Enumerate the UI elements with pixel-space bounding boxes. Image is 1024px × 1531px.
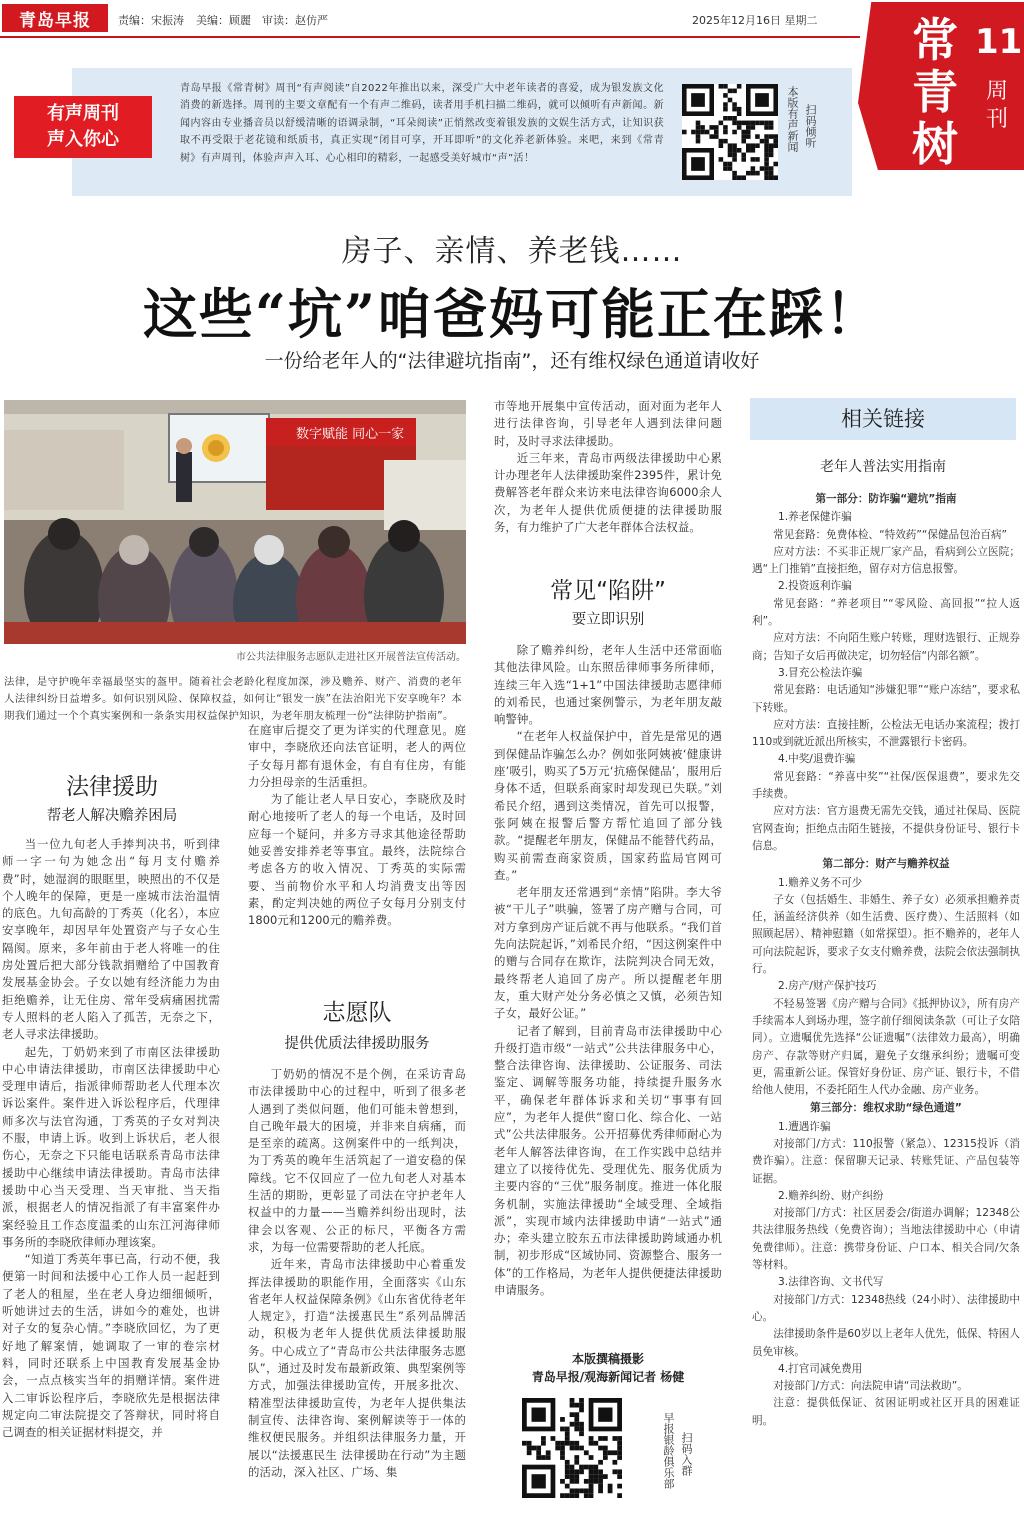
paragraph: “在老年人权益保护中，首先是常见的遇到保健品诈骗怎么办？例如张阿姨被‘健康讲座’吸引，购买了5万元‘抗癌保健品’，服用后身体不适，但联系商家时却发现已失联。”刘希民介绍，遇到这类情况，首先可以报警，张阿姨在报警后警方帮忙追回了部分钱款。“提醒老年朋友，保健品不能替代药品，购买前需查商家资质，国家药监局官网可查。”: [494, 729, 722, 882]
guide-part-title: 第二部分：财产与赡养权益: [822, 858, 950, 871]
guide-item-title: 1.养老保健诈骗: [778, 511, 852, 524]
article-column-2b: [248, 1066, 466, 1528]
photo-banner-text: 数字赋能 同心一家: [296, 427, 405, 442]
guide-text: 应对方法：官方退费无需先交钱，通过社保局、医院官网查询；拒绝点击陌生链接，不提供身份证号、银行卡信息。: [752, 805, 1020, 852]
section-subtitle: 帮老人解决赡养困局: [46, 808, 178, 824]
guide-item-title: 3.法律咨询、文书代写: [778, 1276, 884, 1289]
guide-item-title: 4.中奖/退费诈骗: [778, 753, 856, 766]
proofreader-credit: 审读：赵仿严: [262, 14, 328, 27]
guide-text: 常见套路：“养老项目”“零风险、高回报”“拉人返利”。: [752, 597, 1020, 628]
audio-promo-badge: [14, 96, 152, 158]
guide-text: 应对方法：直接挂断，公检法无电话办案流程；拨打110或到就近派出所核实，不泄露银行卡密码。: [752, 718, 1020, 749]
sidebar-header: 相关链接: [750, 398, 1016, 440]
photo-illustration: [4, 400, 466, 644]
paragraph: 老年朋友还常遇到“亲情”陷阱。李大爷被“干儿子”哄骗，签署了房产赠与合同，可对方拿到房产证后就不再与他联系。“我们首先向法院起诉，”刘希民介绍，“因这例案件中的赠与合同存在欺诈，法院判决合同无效，最终帮老人追回了房产。所以提醒老年朋友，重大财产处分务必慎之又慎，必须告知子女，最好公证。”: [494, 885, 722, 1021]
guide-part-title: 第一部分：防诈骗“避坑”指南: [815, 493, 957, 505]
article-column-1: [2, 836, 220, 1528]
paragraph: 记者了解到，目前青岛市法律援助中心升级打造市级“一站式”公共法律服务中心，整合法律咨询、法律援助、公证服务、司法鉴定、调解等服务功能，持续提升服务水平，确保老年群体诉求和关切“事事有回应”，为老年人提供“窗口化、综合化、一站式”公共法律服务。公开招募优秀律师耐心为老年人解答法律咨询，在工作实践中总结并建立了以接待优先、受理优先、服务优质为主要内容的“三优”服务制度。推进一体化服务机制，实施法律援助“全域受理、全域指派”，实现市域内法律援助申请“一站式”通办；牵头建立胶东五市法律援助跨域通办机制，初步形成“区域协同、资源整合、服务一体”的工作格局，为老年人提供便捷法律援助申请服务。: [494, 1023, 722, 1297]
photo-caption: 市公共法律服务志愿队走进社区开展普法宣传活动。: [236, 652, 466, 663]
guide-text: 应对方法：不买非正规厂家产品，看病到公立医院；遇“上门推销”直接拒绝，留存对方信息报警。: [752, 545, 1020, 576]
qr-code-icon[interactable]: [682, 84, 778, 180]
guide-text: 应对方法：不向陌生账户转账，理财选银行、正规券商；告知子女后再做决定，切勿轻信“内部名额”。: [752, 632, 1020, 662]
section-subtitle: 要立即识别: [571, 612, 645, 628]
article-subheadline: 一份给老年人的“法律避坑指南”，还有维权绿色通道请收好: [264, 350, 760, 372]
paragraph: 丁奶奶的情况不是个例，在采访青岛市法律援助中心的过程中，听到了很多老人遇到了类似问题，他们可能未曾想到，自己晚年最大的困境，并非来自病痛，而是至亲的疏离。这例案件中的一纸判决，为丁秀英的晚年生活筑起了一道安稳的保障线。它不仅回应了一位九旬老人对基本生活的期盼，更彰显了司法在守护老年人权益中的力量——当赡养纠纷出现时，法律会以客观、公正的标尺，平衡各方需求，为每一位需要帮助的老人托底。: [248, 1067, 466, 1254]
guide-text: 常见套路：电话通知“涉嫌犯罪”“账户冻结”，要求私下转账。: [752, 684, 1020, 714]
guide-text: 对接部门/方式：向法院申请“司法救助”。: [773, 1380, 968, 1393]
guide-item-title: 3.冒充公检法诈骗: [778, 666, 863, 679]
article-photo: [4, 400, 466, 644]
byline-label: 本版撰稿摄影: [571, 1352, 644, 1366]
guide-text: 对接部门/方式：110报警（紧急）、12315投诉（消费诈骗）。注意：保留聊天记录、转账凭证、产品包装等证据。: [752, 1137, 1020, 1185]
audio-promo-text: 青岛早报《常青树》周刊“有声阅读”自2022年推出以来，深受广大中老年读者的喜爱，成为银发族文化消费的新选择。周刊的主要文章配有一个有声二维码，读者用手机扫描二维码，就可以倾听有声新闻。新闻内容由专业播音员以舒缓清晰的语调录制，“耳朵阅读”正悄然改变着银发族的文娱生活方式，让知识获取不再受限于老花镜和纸质书，真正实现“闭目可享，开耳即听”的文化养老新体验。来吧，来到《常青树》有声周刊，体验声声入耳、心心相印的精彩，一起感受美好城市“声”活！: [180, 83, 664, 164]
paragraph: 在庭审后提交了更为详实的代理意见。庭审中，李晓欣还向法官证明，老人的两位子女每月都有退休金，有自有住房，有能力分担母亲的生活重担。: [248, 723, 466, 789]
article-kicker: 房子、亲情、养老钱……: [341, 234, 683, 269]
article-column-3b: [494, 642, 722, 1344]
guide-part-title: 第三部分：维权求助“绿色通道”: [810, 1102, 962, 1115]
paragraph: 当一位九旬老人手捧判决书，听到律师一字一句为她念出“每月支付赡养费”时，她湿润的眼眶里，映照出的不仅是个人晚年的保障，更是一座城市法治温情的底色。九旬高龄的丁秀英（化名），本应安享晚年，却因早年处置资产与子女心生隔阂。原来，多年前由于老人将唯一的住房处置后把大部分钱款捐赠给了中国教育发展基金协会。子女以她有经济能力为由拒绝赡养，让无住房、常年受病痛困扰需专人照料的老人陷入了孤苦，无奈之下，老人寻求法律援助。: [2, 837, 220, 1042]
header-rule: [0, 36, 860, 38]
guide-item-title: 1.赡养义务不可少: [778, 876, 863, 889]
qr-label: 本版有声新闻: [786, 86, 799, 152]
guide-item-title: 1.遭遇诈骗: [778, 1120, 831, 1133]
paragraph: 近年来，青岛市法律援助中心着重发挥法律援助的职能作用，全面落实《山东省老年人权益保障条例》《山东省优待老年人规定》，打造“法援惠民生”系列品牌活动，积极为老年人提供优质法律援助服务。中心成立了“青岛市公共法律服务志愿队”，通过及时发布最新政策、典型案例等方式，加强法律援助宣传，开展多批次、精准型法律援助宣传，为老年人提供集法制宣传、法律咨询、案例解读等于一体的维权便民服务。并组织法律服务力量，开展以“法援惠民生 法律援助在行动”为主题的活动，深入社区、广场、集: [248, 1257, 466, 1479]
guide-text: 对接部门/方式：社区居委会/街道办调解；12348公共法律服务热线（免费咨询）；当地法律援助中心（申请免费律师）。注意：携带身份证、户口本、相关合同/欠条等材料。: [752, 1207, 1020, 1272]
issue-date: 2025年12月16日 星期二: [692, 14, 818, 27]
guide-item-title: 4.打官司减免费用: [778, 1362, 863, 1375]
guide-text: 常见套路：免费体检、“特效药”“保健品包治百病”: [773, 528, 1008, 541]
guide-text: 法律援助条件是60岁以上老年人优先，低保、特困人员免审核。: [752, 1328, 1020, 1358]
article-column-3a: [494, 398, 722, 556]
guide-text: 对接部门/方式：12348热线（24小时）、法律援助中心。: [752, 1293, 1020, 1323]
section-title: 志愿队: [322, 1000, 392, 1026]
paragraph: 除了赡养纠纷，老年人生活中还常面临其他法律风险。山东照岳律师事务所律师，连续三年入选“1+1”中国法律援助志愿律师的刘希民，也通过案例警示，为老年朋友敲响警钟。: [494, 643, 722, 727]
guide-item-title: 2.房产/财产保护技巧: [778, 980, 877, 993]
badge-line-2: 声入你心: [47, 129, 119, 150]
qr-label: 扫码入群: [680, 1432, 693, 1476]
guide-item-title: 2.投资返利诈骗: [778, 580, 852, 593]
guide-text: 常见套路：“养喜中奖”“社保/医保退费”，要求先交手续费。: [752, 770, 1020, 801]
paragraph: 为了能让老人早日安心，李晓欣及时耐心地接听了老人的每一个电话，及时回应每一个疑问，并多方寻求其他途径帮助她妥善安排养老等事宜。最终，法院综合考虑各方的收入情况、丁秀英的实际需要、当前物价水平和人均消费支出等因素，酌定判决她的两位子女每月分别支付1800元和1200元的赡养费。: [248, 792, 466, 928]
guide-text: 注意：提供低保证、贫困证明或社区开具的困难证明。: [752, 1397, 1020, 1427]
editor-credit: 责编：宋振涛: [118, 14, 184, 27]
qr-label: 扫码倾听: [804, 104, 817, 148]
guide-text: 不轻易签署《房产赠与合同》《抵押协议》，所有房产手续需本人到场办理，签字前仔细阅读条款（可让子女陪同）。立遗嘱优先选择“公证遗嘱”（法律效力最高），明确房产、存款等财产归属，避免子女继承纠纷；遗嘱可变更，需重新公证。保管好身份证、房产证、银行卡，不借给他人使用，不委托陌生人代办金融、房产业务。: [752, 997, 1020, 1097]
qr-code-icon[interactable]: [522, 1398, 622, 1498]
edition-label: 周刊: [985, 79, 1008, 132]
guide-text: 子女（包括婚生、非婚生、养子女）必须承担赡养责任，涵盖经济供养（如生活费、医疗费）、生活照料（如照顾起居）、精神慰籍（如常探望）。拒不赡养的，老年人可向法院起诉，要求子女支付赡养费，法院会依法强制执行。: [752, 893, 1020, 976]
byline-reporter: 青岛早报/观海新闻记者 杨健: [531, 1370, 685, 1384]
paragraph: “知道丁秀英年事已高，行动不便，我便第一时间和法援中心工作人员一起赶到了老人的租屋，坐在老人身边细细倾听，听她讲过去的生活，讲如今的难处，也讲对子女的复杂心情。”李晓欣回忆，为了更好地了解案情，她调取了一审的卷宗材料，同时还联系上中国教育发展基金协会，一点点核实当年的捐赠详情。案件进入二审诉讼程序后，李晓欣先是根据法律规定向二审法院提交了答辩状，同时将自己调查的相关证据材料提交，并: [2, 1252, 220, 1440]
section-name: 常青树: [912, 13, 958, 171]
page-number: 11: [975, 22, 1023, 62]
paragraph: 近三年来，青岛市两级法律援助中心累计办理老年人法律援助案件2395件，累计免费解答老年群众来访来电法律咨询6000余人次，为老年人提供优质便捷的法律援助服务，有力维护了广大老年群体合法权益。: [494, 450, 722, 535]
paragraph: 起先，丁奶奶来到了市南区法律援助中心申请法律援助，市南区法律援助中心受理申请后，指派律师帮助老人代理本次诉讼案件。案件进入诉讼程序后，代理律师多次与法官沟通，丁秀英的子女对判决不服，申请上诉。收到上诉状后，老人很伤心，无奈之下只能电话联系青岛市法律援助中心继续申请法律援助。青岛市法律援助中心当天受理、当天审批、当天指派，根据老人的情况指派了有丰富案件办案经验且工作态度温柔的山东江河海律师事务所的李晓欣律师办理该案。: [2, 1044, 220, 1249]
legal-guide-sidebar: [752, 490, 1020, 1430]
designer-credit: 美编：顾麗: [196, 14, 251, 27]
sidebar-subtitle: 老年人普法实用指南: [820, 459, 946, 475]
section-subtitle: 提供优质法律援助服务: [284, 1036, 430, 1052]
article-column-2a: [248, 722, 466, 986]
badge-line-1: 有声周刊: [47, 103, 119, 124]
article-headline: 这些“坑”咱爸妈可能正在踩！: [142, 282, 882, 346]
newspaper-logo: 青岛早报: [2, 4, 108, 32]
article-intro: 法律，是守护晚年幸福最坚实的盔甲。随着社会老龄化程度加深，涉及赡养、财产、消费的老年人法律纠纷日益增多。如何识别风险、保障权益，如何让“银发一族”在法治阳光下安享晚年？本期我们通过一个个真实案例和一条条实用权益保护知识，为老年朋友梳理一份“法律防护指南”。: [4, 676, 462, 722]
section-title: 常见“陷阱”: [550, 578, 666, 604]
guide-item-title: 2.赡养纠纷、财产纠纷: [778, 1189, 884, 1202]
section-title: 法律援助: [66, 774, 158, 800]
qr-label: 早报银龄俱乐部: [662, 1412, 675, 1489]
paragraph: 市等地开展集中宣传活动，面对面为老年人进行法律咨询，引导老年人遇到法律问题时，及时寻求法律援助。: [494, 399, 722, 448]
